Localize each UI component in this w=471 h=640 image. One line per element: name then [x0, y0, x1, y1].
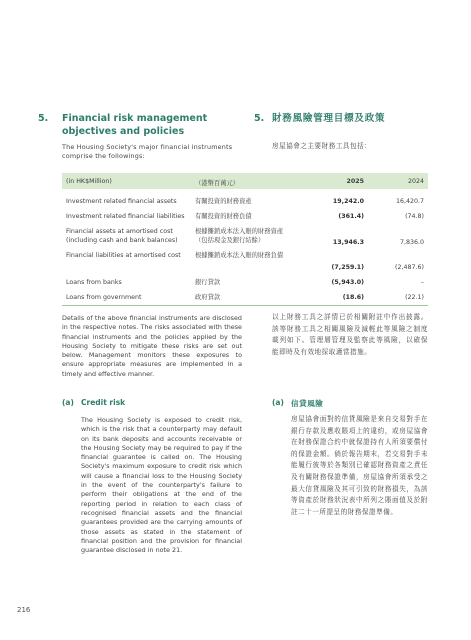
row-label-en: Loans from government — [66, 294, 142, 301]
col-2024: 2024 — [407, 177, 424, 185]
row-value-2024: – — [420, 279, 424, 286]
details-zh: 以上財務工具之詳情已於相關附註中作出披露。該等財務工具之相關風險及減輕此等風險之制度載列如下。管理層管理及監察此等風險，以確保能即時及有效地採取適當措施。 — [272, 313, 428, 356]
row-label-en: Financial assets at amortised cost (including cash and bank balances) — [66, 228, 178, 245]
section-title-en: Financial risk management objectives and policies — [62, 113, 208, 137]
unit-en: (in HK$Million) — [66, 177, 112, 185]
col-2025: 2025 — [346, 177, 364, 185]
row-value-2024: (22.1) — [405, 294, 424, 301]
row-value-2024: (74.8) — [405, 213, 424, 220]
row-label-en: Financial liabilities at amortised cost — [66, 252, 181, 259]
unit-zh: （港幣百萬元） — [195, 179, 240, 187]
row-value-2025: (5,943.0) — [331, 279, 364, 286]
intro-zh: 房屋協會之主要財務工具包括： — [272, 142, 372, 150]
credit-body-en: The Housing Society is exposed to credit risk, which is the risk that a counterparty may default on its bank deposits and accounts receivable or the Housing Society may be required to pay if the financial guarantee is called on. The Housing Society's maximum exposure to credit risk which will cause a financial loss to the Housing Society in the event of the counterparty's failure to perform their obligations at the end of the reporting period in relation to each class of recognised financial assets and the financial guarantees provided are the carrying amounts of those assets as stated in the statement of financial position and the provision for financial guarantee disclosed in note 21. — [81, 416, 242, 555]
row-value-2024: 16,420.7 — [395, 198, 424, 205]
row-label-zh: 有關投資的財務負債 — [195, 213, 252, 220]
row-label-zh: 根據攤銷成本法入賬的財務負債 — [195, 252, 284, 259]
row-label-en: Investment related financial liabilities — [66, 213, 185, 220]
row-label-zh: 根據攤銷成本法入賬的財務資產（包括現金及銀行結餘） — [195, 228, 284, 245]
row-value-2024: (2,487.6) — [395, 264, 424, 271]
row-value-2025: (361.4) — [338, 213, 364, 220]
row-value-2025: 13,946.3 — [332, 239, 364, 246]
row-value-2025: (18.6) — [342, 294, 364, 301]
row-label-zh: 有關投資的財務資產 — [195, 198, 252, 205]
section-number: 5. — [38, 113, 49, 124]
credit-label-en: (a) — [62, 398, 74, 407]
section-number-zh: 5. — [254, 113, 265, 124]
intro-en: The Housing Society's major financial instruments comprise the followings: — [62, 143, 233, 161]
row-value-2024: 7,836.0 — [399, 239, 424, 246]
row-label-en: Investment related financial assets — [66, 198, 177, 205]
details-en: Details of the above financial instruments are disclosed in the respective notes. The risks associated with these financial instruments and the policies applied by the Housing Society to mitigate these risks are set out below. Management monitors these exposures to ensure appropriate measures are implemented in a timely and effective manner. — [62, 314, 242, 378]
row-value-2025: (7,259.1) — [331, 264, 364, 271]
section-title-zh: 財務風險管理目標及政策 — [272, 113, 386, 124]
row-label-zh: 銀行貸款 — [195, 279, 221, 286]
page-number: 216 — [17, 606, 31, 614]
credit-title-zh: 信貸風險 — [291, 399, 324, 408]
credit-body-zh: 房屋協會面對的信貸風險是來自交易對手在銀行存款及應收賬項上的違約，或房屋協會在財務保證合約中就保證持有人所須要償付的保證金額。倘於報告期末，若交易對手未能履行彼等於各類別已確認財務資產之責任及有關財務保證準備，房屋協會所須承受之最大信貸風險及其可引致的財務損失，為該等資產於財務狀況表中所列之賬面值及於附註二十一所提呈的財務保證準備。 — [291, 415, 428, 516]
row-value-2025: 19,242.0 — [332, 198, 364, 205]
table-header — [62, 173, 428, 189]
table-bottom-rule — [62, 305, 428, 306]
credit-title-en: Credit risk — [81, 398, 126, 407]
credit-label-zh: (a) — [272, 398, 284, 407]
row-label-zh: 政府貸款 — [195, 294, 221, 301]
row-label-en: Loans from banks — [66, 279, 122, 286]
